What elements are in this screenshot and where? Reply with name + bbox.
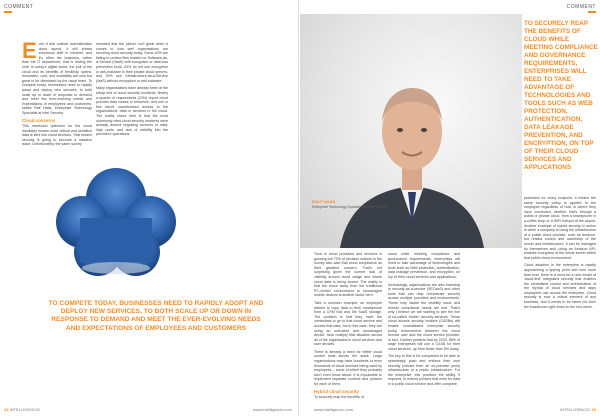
- paragraph: Many organisations have already been at the sharp end of cloud security incidents. Nearly a quarter of respondents (23%) report cloud provider data losses or breaches, and one in five report unauthorised access to the organisations' data or services in the cloud. The reality check here is that the most commonly cited cloud security incidents were actually around migrating services or data, high costs, and lack of visibility into the provider's operations.: [96, 86, 168, 137]
- paragraph: cloud while meeting compliance and governance requirements, enterprises will need to take advantage of technologies and tools such as Web protection, authentication, data leakage prevention, and encryption, on top of their cloud services and applications.: [388, 252, 460, 279]
- subheading: Cloud concerns: [22, 117, 56, 123]
- person-portrait-image: [300, 14, 522, 248]
- paragraph: To securely reap the benefits of: [314, 395, 364, 400]
- paragraph: This newfound optimism for the cloud inevitably means more critical and sensitive data is sent into cloud services. That means security is going to become a massive issue. Unfortunately, the same survey: [22, 124, 92, 147]
- page-footer: [560, 407, 596, 412]
- section-label: COMMENT: [566, 4, 596, 10]
- section-rule: [4, 11, 12, 13]
- caption-name: RALF HAAS: [312, 199, 336, 204]
- paragraph: The key to this is for companies to be able to seamlessly push and enforce their own security policies from an on-premise proxy infrastructure to a public infrastructure. For the enterprise, this provides the ability, if required, to extend policies that exist for data in a public cloud service and offer complete: [388, 354, 460, 387]
- article-column-3: [524, 196, 596, 402]
- drop-cap: E: [22, 42, 37, 63]
- article-column-2: [388, 252, 460, 402]
- pull-quote: TO COMPETE TODAY, BUSINESSES NEED TO RAPIDLY ADOPT AND DEPLOY NEW SERVICES, TO BOTH SCALE UP OR DOWN IN RESPONSE TO DEMAND AND MEET THE EVER-EVOLVING NEEDS AND EXPECTATIONS OF EMPLOYEES AND CUSTOMERS: [48, 300, 264, 332]
- paragraph: Take a common example: an employee wishes to copy data to their smartphone from a CRM tool and the SaaS storage. The problem is that they have the credentials to go to that cloud service and access that data, but in this case, they are using an untrusted and unmanaged device. Now multiply that situation across all of the organisation's cloud services and user devices.: [314, 300, 382, 347]
- right-page: [300, 0, 600, 416]
- photo-caption: [312, 200, 388, 209]
- paragraph: Trust in cloud providers and services is growing but 72% of decision makers in the survey also said that cloud compliance as their greatest concern. That's not surprising given the current lack of visibility around cloud usage and where cloud data is being stored. The reality is that the move away from the traditional PC-centric environment to unmanaged mobile devices is another factor here.: [314, 252, 382, 298]
- section-label: COMMENT: [4, 4, 34, 10]
- cloud-illustration: [46, 160, 186, 290]
- paragraph: Cloud adoption in the enterprise is rapidly approaching a tipping point and now more than ever, there is a need for a new model of 'cloud-first' integrated security that enables the centralised control and orchestration of the myriad of cloud services and apps employees use across the enterprise. Cloud security is now a critical element of any business, and it needs to be taken out from the boardroom right down to the end users.: [524, 263, 596, 309]
- magazine-name: INTELLIGENCIO: [9, 407, 41, 412]
- page-footer: [4, 407, 40, 412]
- paragraph: ven if that outlook overestimates cloud spend, it still shows enormous shift in mindset, and it's often the business, rather than the IT department, that is driving the shift. In today's digital world, the pull of the cloud and its benefits of flexibility, speed, innovation, cost, and scalability are now too great to be dismissed by the usual fears. To compete today, businesses need to rapidly adopt and deploy new services, to both scale up or down in response to demand and meet the ever-evolving needs and expectations of employees and customers, states Ralf Haas, Enterprise Technology Specialist at Intel Security.: [22, 42, 92, 115]
- page-number: 24: [4, 407, 9, 412]
- article-column-1: [314, 252, 382, 402]
- footer-url: www.intelligencio.com: [314, 407, 354, 412]
- pull-quote-headline: TO SECURELY REAP THE BENEFITS OF CLOUD WHILE MEETING COMPLIANCE AND GOVERNANCE REQUIREMENTS, ENTERPRISES WILL NEED TO TAKE ADVANTAGE OF TECHNOLOGIES AND TOOLS SUCH AS WEB PROTECTION, AUTHENTICATION, DATA LEAKAGE PREVENTION, AND ENCRYPTION, ON TOP OF THEIR CLOUD SERVICES AND APPLICATIONS: [524, 20, 598, 171]
- page-number: 25: [591, 407, 596, 412]
- subheading: Hybrid cloud security: [314, 388, 359, 394]
- paragraph: revealed that the picture isn't great when it comes to how well organisations are securing cloud security today. Some 40% are failing to protect files located on Software-as-a-Service (SaaS) with encryption or data loss prevention tools, 43% do not use encryption or anti-malware in their private cloud servers, and 39% use Infrastructure-as-a-Service (IaaS) without encryption or anti-malware.: [96, 42, 168, 83]
- paragraph: Increasingly, organisations are also investing in security-as-a-service (SECaaS) and other tools that can help orchestrate security across multiple providers and environments. These help tackle the visibility issue and ensure compliance needs are met. That's why I believe we are starting to see the rise of so-called 'broker' security services. These cloud access security brokers (CASBs) will enable consolidated enterprise security policy enforcement between the cloud service user and the cloud service provider. In fact, Gartner predicts that by 2020, 85% of large enterprises will use a CASB for their cloud services, up from fewer than 5% today.: [388, 282, 460, 351]
- caption-role: Enterprise Technology Specialist at Intel Security: [312, 204, 388, 209]
- magazine-name: INTELLIGENCIO: [559, 407, 591, 412]
- footer-url: www.intelligencio.com: [252, 407, 292, 412]
- portrait-photo: [300, 14, 522, 248]
- paragraph: There is already a need for better cloud control tools across the stack. Large organisations may have hundreds or even thousands of cloud services being used by employees – some of which they probably don't even know about. It is impossible to implement separate controls and policies for each of them.: [314, 349, 382, 387]
- left-page: [0, 0, 299, 416]
- paragraph: protection for every endpoint. It means the same security policy is applied to the employee regardless of how or where they have connected, whether that's through a public or private cloud, from a smartphone in a coffee shop or a WiFi hotspot at the airport. Another example of hybrid security in action is when a company is using the infrastructure of a public cloud provider, such as Amazon, but retains control and ownership of the server and infrastructure. It can be managed by themselves and, using an Amazon API, enables encryption of the whole server within that public cloud environment.: [524, 196, 596, 260]
- section-rule: [588, 11, 596, 13]
- cloud-icon: [46, 160, 186, 290]
